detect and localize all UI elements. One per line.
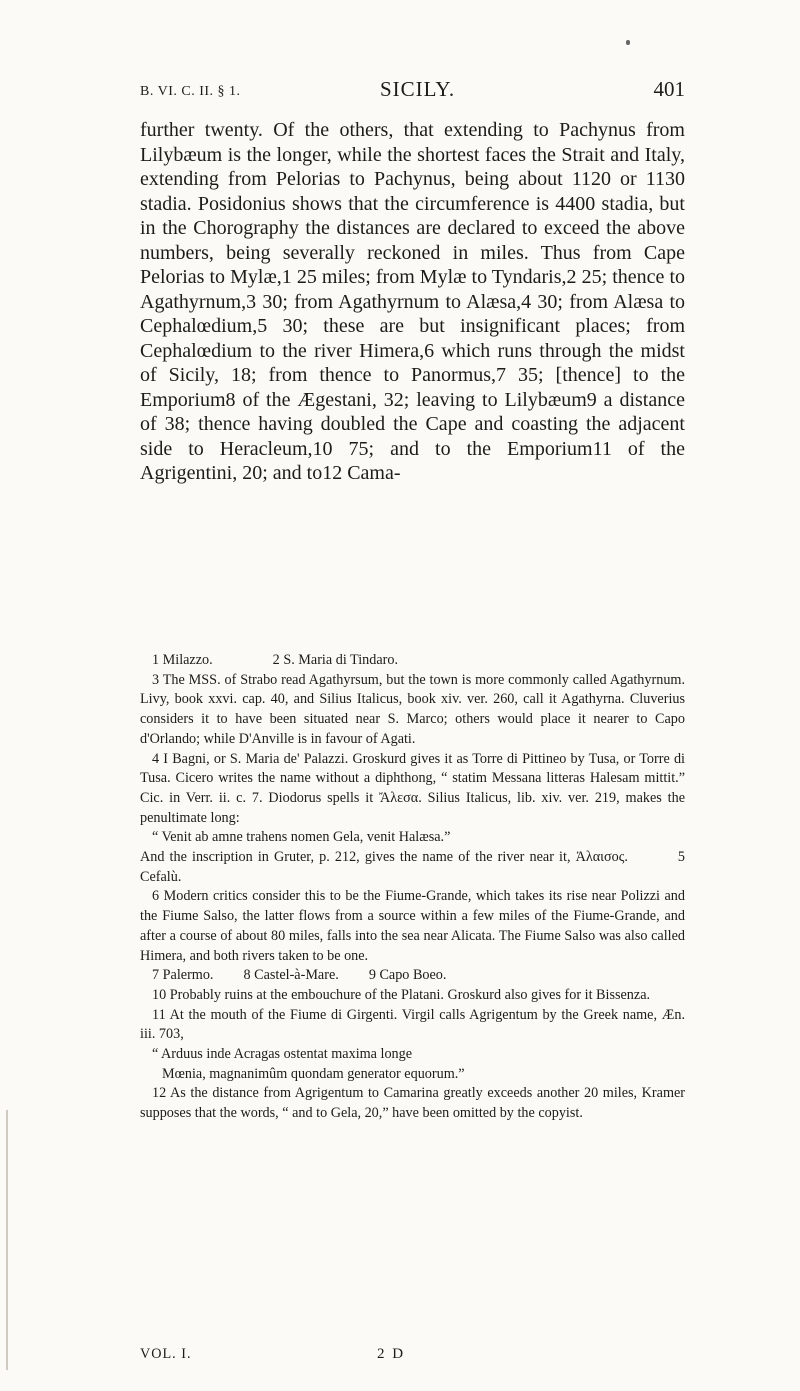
footnote-7-8-9 [140, 966, 685, 986]
running-header [140, 72, 685, 108]
footnote-8: 8 Castel-à-Mare. [243, 967, 339, 984]
footnote-4-continued-text: And the inscription in Gruter, p. 212, gives the name of the river near it, Ἀλαισος. [140, 849, 628, 866]
footnote-12: 12 As the distance from Agrigentum to Camarina greatly exceeds another 20 miles, Kramer supposes that the words, “ and to Gela, 20,” have been omitted by the copyist. [140, 1085, 685, 1122]
footnote-10: 10 Probably ruins at the embouchure of the Platani. Groskurd also gives for it Bissenza. [152, 986, 651, 1003]
page-number: 401 [653, 77, 685, 101]
footnote-2: 2 S. Maria di Tindaro. [272, 652, 399, 668]
footnote-6: 6 Modern critics consider this to be the Fiume-Grande, which takes its rise near Polizzi and the Fiume Salso, the latter flows from a source within a few miles of the Fiume-Grande, and after a course of about 80 miles, falls into the sea near Alicata. The Fiume Salso was also called Himera, and both rivers taken to be one. [140, 888, 685, 964]
footnote-1: 1 Milazzo. [152, 652, 213, 668]
footnote-4-quote: “ Venit ab amne trahens nomen Gela, venit Halæsa.” [152, 829, 451, 846]
running-title: SICILY. [380, 77, 456, 101]
ink-speck [626, 40, 630, 45]
volume-mark: VOL. I. [140, 1346, 192, 1362]
footnote-11-quote-line-2: Mœnia, magnanimûm quondam generator equorum.” [162, 1065, 465, 1082]
footnote-3: 3 The MSS. of Strabo read Agathyrsum, but the town is more commonly called Agathyrnum. Livy, book xxvi. cap. 40, and Silius Italicus, book xiv. ver. 260, call it Agathyrna. Cluverius considers it to have been situated near S. Marco; others would place it nearer to Capo d'Orlando; while D'Anville is in favour of Agati. [140, 671, 685, 747]
footnotes [140, 651, 685, 1124]
page-edge-shadow [6, 1110, 8, 1370]
footnote-11: 11 At the mouth of the Fiume di Girgenti. Virgil calls Agrigentum by the Greek name, Æn. iii. 703, [140, 1006, 685, 1043]
signature-mark: 2 D [377, 1346, 406, 1362]
footnote-9: 9 Capo Boeo. [368, 967, 447, 984]
main-text [140, 118, 685, 486]
footnote-7: 7 Palermo. [152, 967, 214, 984]
footnote-1-2 [140, 651, 685, 671]
body-paragraph: further twenty. Of the others, that extending to Pachynus from Lilybæum is the longer, while the shortest faces the Strait and Italy, extending from Pelorias to Pachynus, being about 1120 or 1130 stadia. Posidonius shows that the circumference is 4400 stadia, but in the Chorography the distances are declared to exceed the above numbers, being severally reckoned in miles. Thus from Cape Pelorias to Mylæ,1 25 miles; from Mylæ to Tyndaris,2 25; thence to Agathyrnum,3 30; from Agathyrnum to Alæsa,4 30; from Alæsa to Cephalœdium,5 30; these are but insignificant places; from Cephalœdium to the river Himera,6 which runs through the midst of Sicily, 18; from thence to Panormus,7 35; [thence] to the Emporium8 of the Ægestani, 32; leaving to Lilybæum9 a distance of 38; thence having doubled the Cape and coasting the adjacent side to Heracleum,10 75; and to the Emporium11 of the Agrigentini, 20; and to12 Cama- [140, 119, 685, 484]
footnote-4-continued [140, 848, 685, 887]
section-reference: B. VI. C. II. § 1. [140, 84, 241, 99]
footnote-5: 5 Cefalù. [140, 849, 685, 885]
footnote-11-quote-line-1: “ Arduus inde Acragas ostentat maxima longe [152, 1046, 413, 1063]
footnote-4: 4 I Bagni, or S. Maria de' Palazzi. Groskurd gives it as Torre di Pittineo by Tusa, or Torre di Tusa. Cicero writes the name without a diphthong, “ statim Messana litteras Halesam mittit.” Cic. in Verr. ii. c. 7. Diodorus spells it Ἄλεσα. Silius Italicus, lib. xiv. ver. 219, makes the penultimate long: [140, 750, 685, 826]
